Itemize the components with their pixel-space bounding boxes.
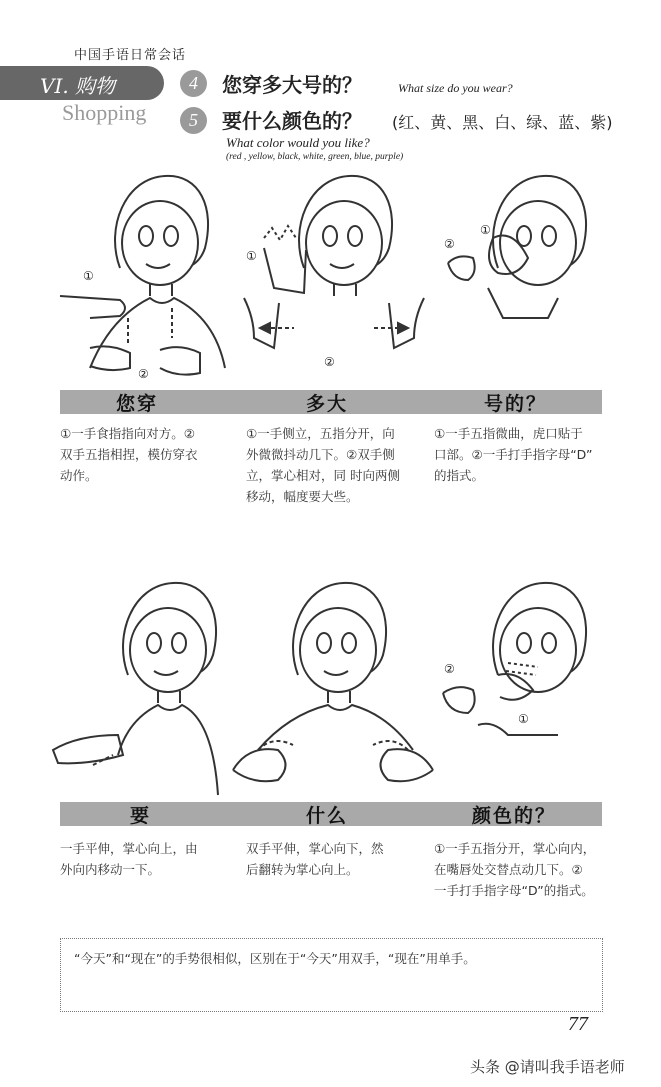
chapter-title: VI. 购物 [40, 74, 116, 98]
mark-2: ② [138, 367, 149, 381]
description-line: 双手五指相捏，模仿穿衣 [60, 447, 198, 462]
question-5-chinese: 要什么颜色的？ [222, 109, 362, 133]
label-want: 要 [130, 805, 152, 827]
question-4-number: 4 [180, 70, 207, 97]
description-line: 一手平伸，掌心向上，由 [60, 841, 198, 856]
description-line: 动作。 [60, 468, 98, 483]
chapter-subtitle: Shopping [62, 100, 147, 125]
description-line: ①一手侧立，五指分开，向 [246, 426, 395, 441]
sign-illustration-what [228, 575, 438, 800]
description-line: ①一手食指指向对方。② [60, 426, 195, 441]
description-want [60, 838, 242, 880]
mark-1: ① [480, 223, 491, 237]
mark-2: ② [444, 237, 455, 251]
mark-1: ① [518, 712, 529, 726]
description-line: 外微微抖动几下。②双手侧 [246, 447, 395, 462]
sign-illustration-you-wear [50, 168, 240, 390]
description-what [246, 838, 428, 880]
description-size [434, 423, 616, 486]
description-how-big [246, 423, 428, 507]
mark-1: ① [246, 249, 257, 263]
description-line: ①一手五指分开，掌心向内， [434, 841, 596, 856]
description-line: 立，掌心相对，同 时向两侧 [246, 468, 400, 483]
description-line: 在嘴唇处交替点动几下。② [434, 862, 583, 877]
label-color: 颜色的？ [472, 805, 557, 827]
label-you-wear: 您穿 [116, 393, 159, 415]
question-4-english: What size do you wear? [398, 81, 513, 95]
label-size: 号的？ [484, 393, 548, 415]
watermark: 头条 @请叫我手语老师 [470, 1058, 625, 1076]
description-line: 移动，幅度要大些。 [246, 489, 359, 504]
description-color [434, 838, 609, 901]
mark-2: ② [324, 355, 335, 369]
sign-illustration-size [438, 168, 608, 390]
description-line: 的指式。 [434, 468, 485, 483]
description-line: ①一手五指微曲，虎口贴于 [434, 426, 583, 441]
description-line: 外向内移动一下。 [60, 862, 161, 877]
mark-2: ② [444, 662, 455, 676]
mark-1: ① [83, 269, 94, 283]
label-what: 什么 [306, 805, 349, 827]
sign-illustration-want [48, 575, 238, 800]
note-text: “今天”和“现在”的手势很相似，区别在于“今天”用双手，“现在”用单手。 [74, 951, 476, 966]
question-5-number: 5 [180, 107, 207, 134]
description-line: 双手平伸，掌心向下，然 [246, 841, 384, 856]
question-5-english: What color would you like? [226, 135, 370, 150]
description-line: 一手打手指字母“D”的指式。 [434, 883, 594, 898]
description-you-wear [60, 423, 242, 486]
sign-illustration-color [438, 575, 608, 800]
description-line: 口部。②一手打手指字母“D” [434, 447, 593, 462]
label-how-big: 多大 [306, 393, 349, 415]
description-line: 后翻转为掌心向上。 [246, 862, 359, 877]
page-number: 77 [568, 1013, 588, 1035]
question-5-colors-english: (red , yellow, black, white, green, blue, purple) [226, 152, 404, 162]
question-5-colors-chinese: (红、黄、黑、白、绿、蓝、紫) [392, 113, 613, 132]
series-title: 中国手语日常会话 [74, 48, 187, 63]
question-4-chinese: 您穿多大号的？ [222, 73, 362, 97]
sign-illustration-how-big [234, 168, 434, 390]
